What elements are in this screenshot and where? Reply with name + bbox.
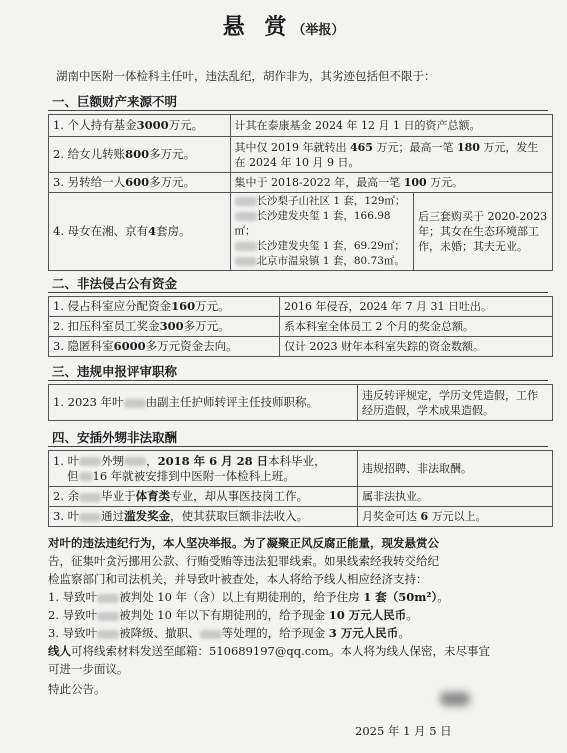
row-item: 1. 侵占科室应分配资金160万元。 (49, 297, 280, 317)
row-note: 仅计 2023 财年本科室失踪的资金数额。 (280, 337, 553, 357)
table-row (49, 317, 553, 337)
title-sub: （举报） (292, 23, 345, 38)
table-row (49, 451, 553, 487)
table-row (49, 173, 553, 193)
row-note: 违规招聘、非法取酬。 (358, 451, 553, 487)
section-1-heading: 一、巨额财产来源不明 (48, 92, 548, 111)
table-row (49, 297, 553, 317)
notice-title (0, 10, 567, 41)
row-item: 3. 叶 通过滥发奖金，使其获取巨额非法收入。 (49, 507, 358, 527)
date-text: 2025 年 1 月 5 日 (355, 724, 452, 738)
section-2-heading: 二、非法侵占公有资金 (48, 274, 548, 293)
paragraph-line: 对叶的违法违纪行为，本人坚决举报。为了凝聚正风反腐正能量，现发悬赏公 (48, 536, 439, 550)
property-list: 长沙梨子山社区 1 套，129㎡； 长沙建发央玺 1 套，166.98㎡； 长沙建发央玺 1 套，69.29㎡； 北京市温泉镇 1 套，80.73㎡。 (230, 193, 414, 271)
reward-line: 3. 导致叶 被降级、撤职、 等处理的，给予现金 3 万元人民币。 (48, 626, 410, 640)
row-note: 系本科室全体员工 2 个月的奖金总额。 (280, 317, 553, 337)
row-note: 计其在泰康基金 2024 年 12 月 1 日的资产总额。 (230, 115, 552, 137)
closing-text: 特此公告。 (48, 682, 106, 696)
table-row (49, 337, 553, 357)
row-note: 其中仅 2019 年就转出 465 万元；最高一笔 180 万元，发生在 2024 年 10 月 9 日。 (230, 137, 552, 173)
section-4-heading: 四、安插外甥非法取酬 (48, 428, 548, 447)
section-1-table (48, 114, 553, 271)
section-2-table (48, 296, 553, 357)
title-main: 悬 赏 (222, 14, 293, 40)
row-note: 月奖金可达 6 万元以上。 (358, 507, 553, 527)
row-note: 2016 年侵吞，2024 年 7 月 31 日吐出。 (280, 297, 553, 317)
row-item: 2. 扣压科室员工奖金300多万元。 (49, 317, 280, 337)
intro-text: 湖南中医附一体检科主任叶，违法乱纪，胡作非为，其劣迹包括但不限于： (56, 69, 436, 83)
row-item: 3. 另转给一人600多万元。 (49, 173, 231, 193)
email-text: 510689197@qq.com (209, 644, 329, 658)
paragraph-line: 检监察部门和司法机关，并导致叶被查处，本人将给予线人相应经济支持： (48, 572, 428, 586)
signature-smudge (440, 692, 470, 706)
table-row (49, 385, 553, 421)
row-note: 后三套购买于 2020-2023 年；其女在生态环境部工作，未婚；其夫无业。 (414, 193, 553, 271)
row-note: 属非法执业。 (358, 487, 553, 507)
row-item: 1. 个人持有基金3000万元。 (49, 115, 231, 137)
informant-line: 线人可将线索材料发送至邮箱：510689197@qq.com。本人将为线人保密，未尽事宜 (48, 644, 490, 658)
reward-line: 1. 导致叶 被判处 10 年（含）以上有期徒刑的，给予住房 1 套（50m²）。 (48, 590, 449, 604)
row-item: 1. 叶 外甥 ，2018 年 6 月 28 日本科毕业， 但 16 年就被安排到中医附一体检科上班。 (49, 451, 358, 487)
row-note: 违反转评规定，学历文凭造假，工作经历造假，学术成果造假。 (358, 385, 553, 421)
row-note: 集中于 2018-2022 年，最高一笔 100 万元。 (230, 173, 552, 193)
row-item: 1. 2023 年叶 由副主任护师转评主任技师职称。 (49, 385, 358, 421)
section-3-table (48, 384, 553, 421)
row-item: 4. 母女在湘、京有4套房。 (49, 193, 231, 271)
table-row (49, 487, 553, 507)
table-row (49, 137, 553, 173)
section-4-table (48, 450, 553, 527)
row-item: 2. 余 毕业于体育类专业，却从事医技岗工作。 (49, 487, 358, 507)
paragraph-line: 可进一步面议。 (48, 662, 129, 676)
section-3-heading: 三、违规申报评审职称 (48, 362, 548, 381)
reward-line: 2. 导致叶 被判处 10 年以下有期徒刑的，给予现金 10 万元人民币。 (48, 608, 418, 622)
row-item: 3. 隐匿科室6000多万元资金去向。 (49, 337, 280, 357)
table-row (49, 193, 553, 271)
row-item: 2. 给女儿转账800多万元。 (49, 137, 231, 173)
paragraph-line: 告，征集叶贪污挪用公款、行贿受贿等违法犯罪线索。如果线索经我转交给纪 (48, 554, 439, 568)
table-row (49, 115, 553, 137)
table-row (49, 507, 553, 527)
